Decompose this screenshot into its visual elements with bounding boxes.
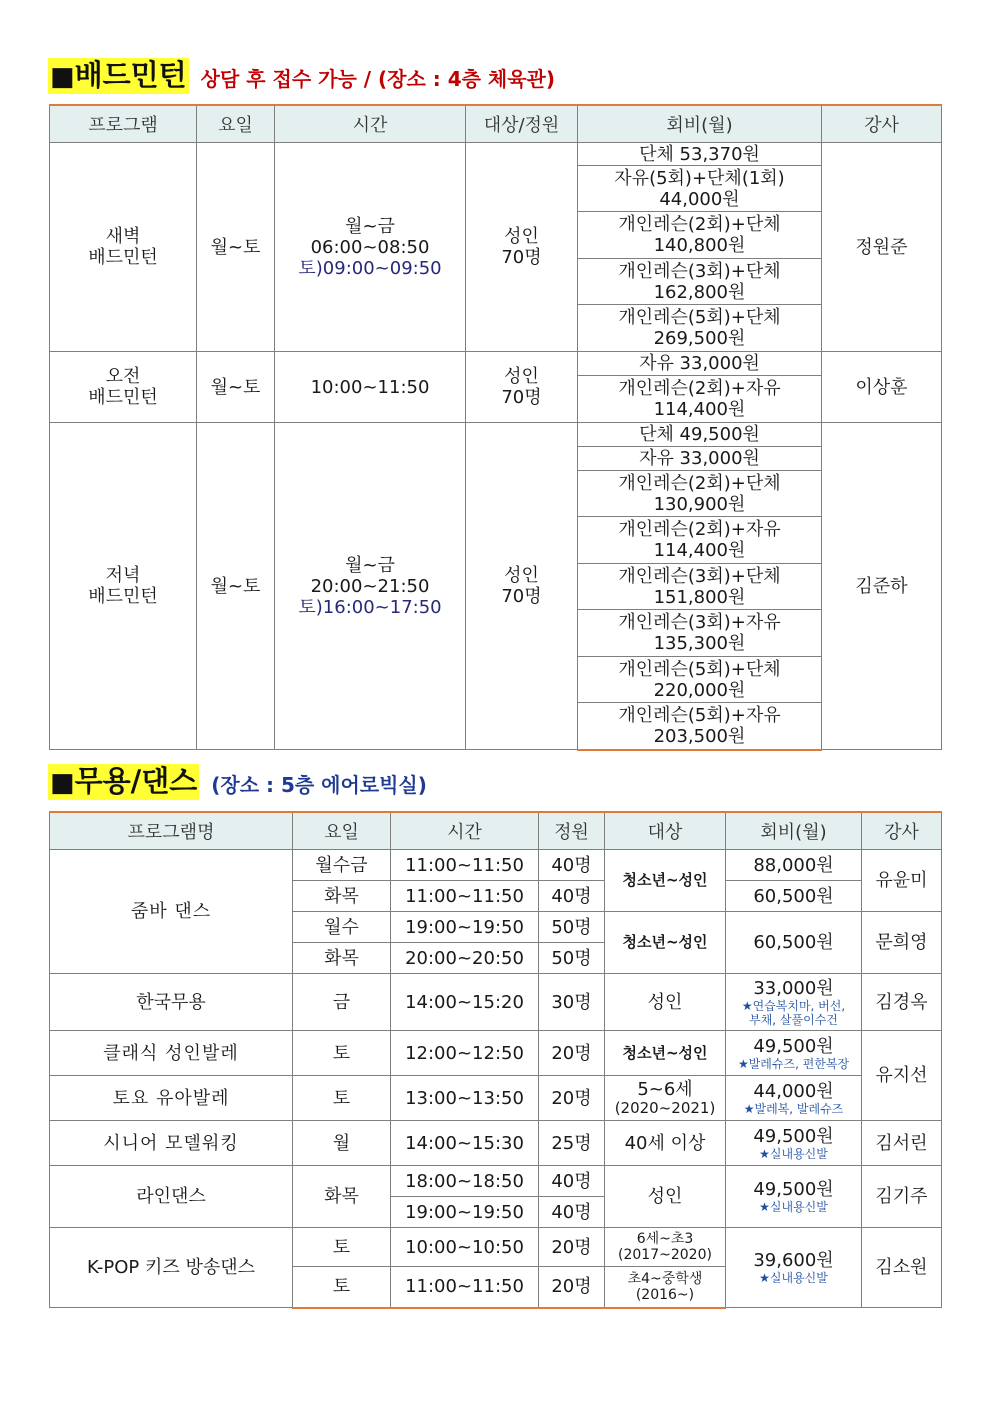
program-cell: 저녁 배드민턴 <box>50 423 197 750</box>
header-days: 요일 <box>197 105 275 143</box>
target-cell: 40세 이상 <box>605 1121 726 1166</box>
days-cell: 월~토 <box>197 352 275 423</box>
table-row <box>50 352 942 376</box>
time-cell: 14:00~15:30 <box>391 1121 539 1166</box>
target-cell: 성인 70명 <box>466 143 578 352</box>
program-cell: 오전 배드민턴 <box>50 352 197 423</box>
capacity-cell: 40명 <box>539 850 605 881</box>
time-cell: 월~금 06:00~08:50 토)09:00~09:50 <box>275 143 466 352</box>
fee-cell: 개인레슨(2회)+단체 140,800원 <box>578 212 822 259</box>
table-row <box>50 1076 942 1121</box>
header-fee: 회비(월) <box>726 812 862 850</box>
instructor-cell: 김준하 <box>822 423 942 750</box>
capacity-cell: 40명 <box>539 881 605 912</box>
header-fee: 회비(월) <box>578 105 822 143</box>
fee-cell: 49,500원 ★실내용신발 <box>726 1121 862 1166</box>
header-time: 시간 <box>391 812 539 850</box>
capacity-cell: 30명 <box>539 974 605 1031</box>
days-cell: 월 <box>293 1121 391 1166</box>
table-row <box>50 1121 942 1166</box>
fee-cell: 개인레슨(2회)+자유 114,400원 <box>578 517 822 564</box>
supplies-note: ★실내용신발 <box>759 1271 828 1285</box>
supplies-note: ★실내용신발 <box>759 1146 828 1161</box>
days-cell: 월수 <box>293 912 391 943</box>
fee-cell: 60,500원 <box>726 912 862 974</box>
time-cell: 10:00~10:50 <box>391 1228 539 1267</box>
fee-cell: 33,000원 ★연습복치마, 버선, 부채, 살풀이수건 <box>726 974 862 1031</box>
header-target: 대상 <box>605 812 726 850</box>
time-cell: 11:00~11:50 <box>391 881 539 912</box>
time-cell: 20:00~20:50 <box>391 943 539 974</box>
capacity-cell: 20명 <box>539 1076 605 1121</box>
dance-title-badge <box>48 764 199 800</box>
days-cell: 금 <box>293 974 391 1031</box>
fee-cell: 자유(5회)+단체(1회) 44,000원 <box>578 166 822 212</box>
supplies-note: ★발레복, 발레슈즈 <box>743 1101 844 1116</box>
program-cell: 새벽 배드민턴 <box>50 143 197 352</box>
days-cell: 월수금 <box>293 850 391 881</box>
target-cell: 성인 <box>605 1166 726 1228</box>
target-cell: 6세~초3 (2017~2020) <box>605 1228 726 1267</box>
time-cell: 월~금 20:00~21:50 토)16:00~17:50 <box>275 423 466 750</box>
square-bullet-icon: ■ <box>50 768 75 798</box>
badminton-title-badge <box>48 58 189 94</box>
table-header-row <box>50 812 942 850</box>
fee-cell: 개인레슨(5회)+자유 203,500원 <box>578 703 822 750</box>
program-cell: 시니어 모델워킹 <box>50 1121 293 1166</box>
fee-cell: 자유 33,000원 <box>578 447 822 471</box>
instructor-cell: 유지선 <box>862 1031 942 1121</box>
capacity-cell: 25명 <box>539 1121 605 1166</box>
target-cell: 성인 70명 <box>466 423 578 750</box>
fee-cell: 49,500원 ★발레슈즈, 편한복장 <box>726 1031 862 1076</box>
instructor-cell: 이상훈 <box>822 352 942 423</box>
time-cell: 19:00~19:50 <box>391 1197 539 1228</box>
table-row <box>50 1031 942 1076</box>
days-cell: 토 <box>293 1076 391 1121</box>
table-row <box>50 1166 942 1197</box>
target-cell: 성인 70명 <box>466 352 578 423</box>
target-cell: 초4~중학생 (2016~) <box>605 1267 726 1308</box>
fee-cell: 단체 53,370원 <box>578 143 822 166</box>
fee-cell: 개인레슨(2회)+단체 130,900원 <box>578 471 822 517</box>
fee-cell: 49,500원 ★실내용신발 <box>726 1166 862 1228</box>
capacity-cell: 40명 <box>539 1166 605 1197</box>
days-cell: 토 <box>293 1228 391 1267</box>
fee-cell: 개인레슨(5회)+단체 220,000원 <box>578 657 822 703</box>
header-program: 프로그램 <box>50 105 197 143</box>
badminton-section-title <box>48 58 555 94</box>
target-cell: 청소년~성인 <box>605 850 726 912</box>
table-header-row <box>50 105 942 143</box>
program-cell: 토요 유아발레 <box>50 1076 293 1121</box>
header-capacity: 정원 <box>539 812 605 850</box>
table-row <box>50 1228 942 1267</box>
dance-table <box>49 811 942 1309</box>
instructor-cell: 김경옥 <box>862 974 942 1031</box>
table-row <box>50 143 942 166</box>
instructor-cell: 유윤미 <box>862 850 942 912</box>
time-cell: 13:00~13:50 <box>391 1076 539 1121</box>
program-cell: K-POP 키즈 방송댄스 <box>50 1228 293 1308</box>
instructor-cell: 김서린 <box>862 1121 942 1166</box>
program-cell: 줌바 댄스 <box>50 850 293 974</box>
fee-cell: 개인레슨(3회)+단체 151,800원 <box>578 564 822 610</box>
instructor-cell: 정원준 <box>822 143 942 352</box>
capacity-cell: 20명 <box>539 1228 605 1267</box>
table-row <box>50 974 942 1031</box>
capacity-cell: 20명 <box>539 1267 605 1308</box>
table-row <box>50 850 942 881</box>
days-cell: 월~토 <box>197 143 275 352</box>
program-cell: 클래식 성인발레 <box>50 1031 293 1076</box>
capacity-cell: 40명 <box>539 1197 605 1228</box>
fee-cell: 자유 33,000원 <box>578 352 822 376</box>
time-cell: 10:00~11:50 <box>275 352 466 423</box>
fee-cell: 39,600원 ★실내용신발 <box>726 1228 862 1308</box>
badminton-subtitle: 상담 후 접수 가능 / (장소 : 4층 체육관) <box>200 67 556 91</box>
header-time: 시간 <box>275 105 466 143</box>
fee-cell: 개인레슨(2회)+자유 114,400원 <box>578 376 822 423</box>
capacity-cell: 50명 <box>539 943 605 974</box>
capacity-cell: 50명 <box>539 912 605 943</box>
target-cell: 청소년~성인 <box>605 1031 726 1076</box>
time-cell: 12:00~12:50 <box>391 1031 539 1076</box>
fee-cell: 88,000원 <box>726 850 862 881</box>
fee-cell: 개인레슨(3회)+단체 162,800원 <box>578 259 822 305</box>
time-cell: 11:00~11:50 <box>391 1267 539 1308</box>
instructor-cell: 문희영 <box>862 912 942 974</box>
header-program-name: 프로그램명 <box>50 812 293 850</box>
time-cell: 19:00~19:50 <box>391 912 539 943</box>
days-cell: 화목 <box>293 943 391 974</box>
days-cell: 토 <box>293 1267 391 1308</box>
header-target: 대상/정원 <box>466 105 578 143</box>
days-cell: 화목 <box>293 881 391 912</box>
time-cell: 11:00~11:50 <box>391 850 539 881</box>
target-cell: 청소년~성인 <box>605 912 726 974</box>
target-cell: 5~6세 (2020~2021) <box>605 1076 726 1121</box>
header-instructor: 강사 <box>862 812 942 850</box>
days-cell: 월~토 <box>197 423 275 750</box>
dance-title: 무용/댄스 <box>74 764 198 798</box>
badminton-table <box>49 104 942 751</box>
fee-cell: 44,000원 ★발레복, 발레슈즈 <box>726 1076 862 1121</box>
fee-cell: 단체 49,500원 <box>578 423 822 447</box>
program-cell: 한국무용 <box>50 974 293 1031</box>
time-cell: 18:00~18:50 <box>391 1166 539 1197</box>
supplies-note: ★연습복치마, 버선, <box>741 998 846 1013</box>
supplies-note: ★발레슈즈, 편한복장 <box>737 1056 850 1071</box>
supplies-note: 부채, 살풀이수건 <box>749 1012 838 1027</box>
header-days: 요일 <box>293 812 391 850</box>
instructor-cell: 김소원 <box>862 1228 942 1308</box>
dance-subtitle: (장소 : 5층 에어로빅실) <box>211 773 427 797</box>
supplies-note: ★실내용신발 <box>759 1200 828 1214</box>
square-bullet-icon: ■ <box>50 62 75 92</box>
days-cell: 토 <box>293 1031 391 1076</box>
target-cell: 성인 <box>605 974 726 1031</box>
dance-section-title <box>48 764 427 800</box>
fee-cell: 개인레슨(5회)+단체 269,500원 <box>578 305 822 352</box>
program-cell: 라인댄스 <box>50 1166 293 1228</box>
instructor-cell: 김기주 <box>862 1166 942 1228</box>
time-cell: 14:00~15:20 <box>391 974 539 1031</box>
badminton-title: 배드민턴 <box>74 58 187 92</box>
capacity-cell: 20명 <box>539 1031 605 1076</box>
fee-cell: 60,500원 <box>726 881 862 912</box>
table-row <box>50 423 942 447</box>
fee-cell: 개인레슨(3회)+자유 135,300원 <box>578 610 822 657</box>
header-instructor: 강사 <box>822 105 942 143</box>
days-cell: 화목 <box>293 1166 391 1228</box>
